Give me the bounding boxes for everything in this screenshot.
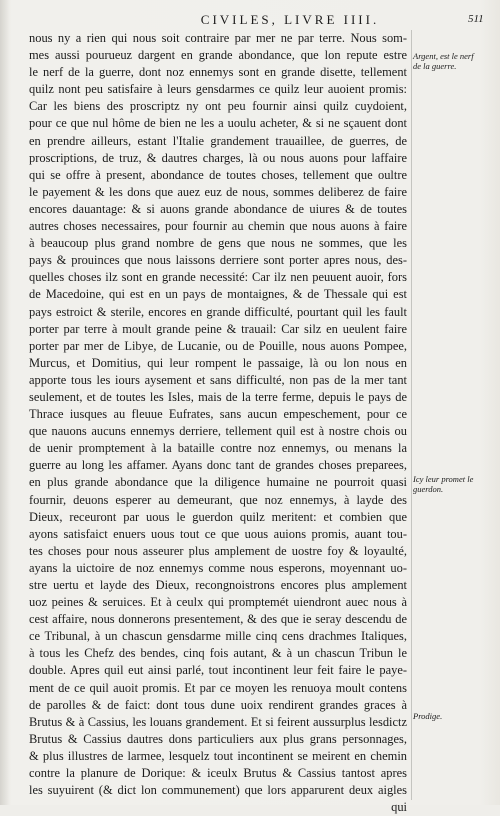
text-line: en prendre ailleurs, estant l'Italie grandement trauaillee, de guerres, de [29, 133, 407, 148]
text-line: pays estroict & sterile, encores en grande difficulté, pourtant quil les fault [29, 304, 407, 319]
margin-rule [411, 30, 412, 800]
text-line: ment de ce quil auoit promis. Et par ce moyen les renuoya moult contens [29, 680, 407, 695]
text-line: tes choses pour nous asseurer plus amplement de uostre foy & loyaulté, [29, 543, 407, 558]
gutter-shadow [0, 0, 10, 805]
margin-note-line: Icy leur promet le [413, 474, 474, 484]
text-line: contre la planure de Dorique: & iceulx Brutus & Cassius tantost apres [29, 766, 407, 781]
text-line: à tous les Chefz des bendes, cinq fois autant, & à un chascun Tribun le [29, 646, 407, 661]
text-line: uoz peines & seruices. Et à ceulx qui promptemét uiendront auec nous à [29, 595, 407, 610]
margin-note [413, 51, 493, 71]
margin-note-line: guerdon. [413, 484, 444, 494]
text-line: ayons satisfaict enuers uous tout ce que uous auions promis, auant tou- [29, 526, 407, 541]
text-line: stre uertu et layde des Dieux, recongnoistrons encores plus amplement [29, 578, 407, 592]
text-line: de parolles & de faict: dont tous dune uoix rendirent grandes graces à [29, 697, 407, 712]
text-line: apporte tous les iours aysement et sans difficulté, non pas de la mer tant [29, 372, 407, 387]
text-line: le payement & les dons que auez euz de nous, sommes deliberez de faire [29, 184, 407, 199]
running-head: CIVILES, LIVRE IIII. [200, 12, 380, 27]
text-line: pour ce que nul hôme de bien ne les a uoulu acheter, & si ne sçauent dont [29, 116, 407, 131]
text-line: guerre au long les affamer. Ayans donc tant de grandes choses preparees, [29, 458, 407, 473]
text-line: & plus illustres de larmee, lesquelz tout incontinent se meirent en chemin [29, 748, 407, 763]
text-line: en plus grande abondance que la diligence humaine ne pourroit quasi [29, 475, 407, 490]
text-line: proscriptions, de truz, & dautres charges, là ou nous auons pour laffaire [29, 150, 407, 165]
margin-note [413, 474, 493, 494]
text-line: ayans la uictoire de noz ennemys comme nous esperons, moyennant uo- [29, 560, 407, 575]
text-line: de uenir promptement à la bataille contre noz ennemys, ou menans la [29, 441, 407, 456]
text-line: double. Apres quil eut ainsi parlé, tout incontinent leur feit faire le paye- [29, 663, 407, 678]
text-line: porter par mer de Libye, de Lucanie, ou de Pouille, nous auons Pompee, [29, 338, 407, 353]
text-line: autres choses necessaires, pour fournir au chemin que nous auons à faire [29, 219, 407, 234]
margin-note-line: de la guerre. [413, 61, 457, 71]
text-line: cest affaire, nous donnerons presentement, & des que ie seray descendu de [29, 612, 407, 627]
catchword: qui [391, 800, 407, 815]
text-line: pays & prouinces que nous laissons derriere sont porter apres nous, des- [29, 253, 407, 268]
text-line: mes aussi pourueuz dargent en grande abondance, que lon repute estre [29, 48, 407, 63]
text-line: Brutus & Cassius dautres dons particuliers aux plus grans personnages, [29, 731, 407, 746]
text-line: Brutus & à Cassius, les louans grandement. Et si feirent aussurplus lesdictz [29, 714, 407, 729]
text-line: Dieux, receuront par uous le guerdon quilz meritent: et combien que [29, 509, 407, 524]
text-line: à beaucoup plus grand nombre de gens que nous ne sommes, que les [29, 236, 407, 251]
page-number: 511 [468, 13, 484, 25]
text-line: nous ny a rien qui nous soit contraire par mer ne par terre. Nous som- [29, 31, 407, 45]
text-line: Murcus, et Domitius, qui leur rompent le passaige, là ou lon nous en [29, 355, 407, 370]
margin-note-line: Argent, est le nerf [413, 51, 474, 61]
text-line: Car les biens des proscriptz ny ont peu fournir ainsi quilz cuydoient, [29, 99, 407, 114]
body-text [29, 30, 407, 816]
text-line: le nerf de la guerre, dont noz ennemys sont en grande disette, tellement [29, 65, 407, 80]
text-line: ce Tribunal, à un chascun gensdarme mille cinq cens drachmes Italiques, [29, 629, 407, 644]
text-line: quilz nont peu satisfaire à leurs gensdarmes ce quilz leur auoient promis: [29, 82, 407, 97]
text-line: seulement, et de toutes les Isles, mais de la terre ferme, depuis le pays de [29, 389, 407, 404]
margin-note-line: Prodige. [413, 711, 443, 721]
text-line: porter par terre à moult grande peine & trauail: Car silz en ueulent faire [29, 321, 407, 336]
text-line: quelles choses ilz sont en grande necessité: Car ilz nen peuuent auoir, fors [29, 270, 407, 285]
text-line: que nauons aucuns ennemys derriere, tellement quil est à nostre chois ou [29, 424, 407, 439]
text-line: les suyuirent (& dict lon communement) que lors apparurent deux aigles [29, 783, 407, 798]
margin-note [413, 711, 493, 721]
text-line: fournir, deuons esperer au demeurant, que noz ennemys, à layde des [29, 492, 407, 507]
text-line: encores dauantage: & si auons grande abondance de uiures & de toutes [29, 201, 407, 216]
text-line: Thrace iusques au fleuue Eufrates, sans aucun empeschement, pour ce [29, 407, 407, 422]
text-line: de Macedoine, qui est en un pays de montaignes, & de Thessale qui est [29, 287, 407, 302]
text-line: qui se offre à present, abondance de toutes choses, tellement que oultre [29, 167, 407, 182]
